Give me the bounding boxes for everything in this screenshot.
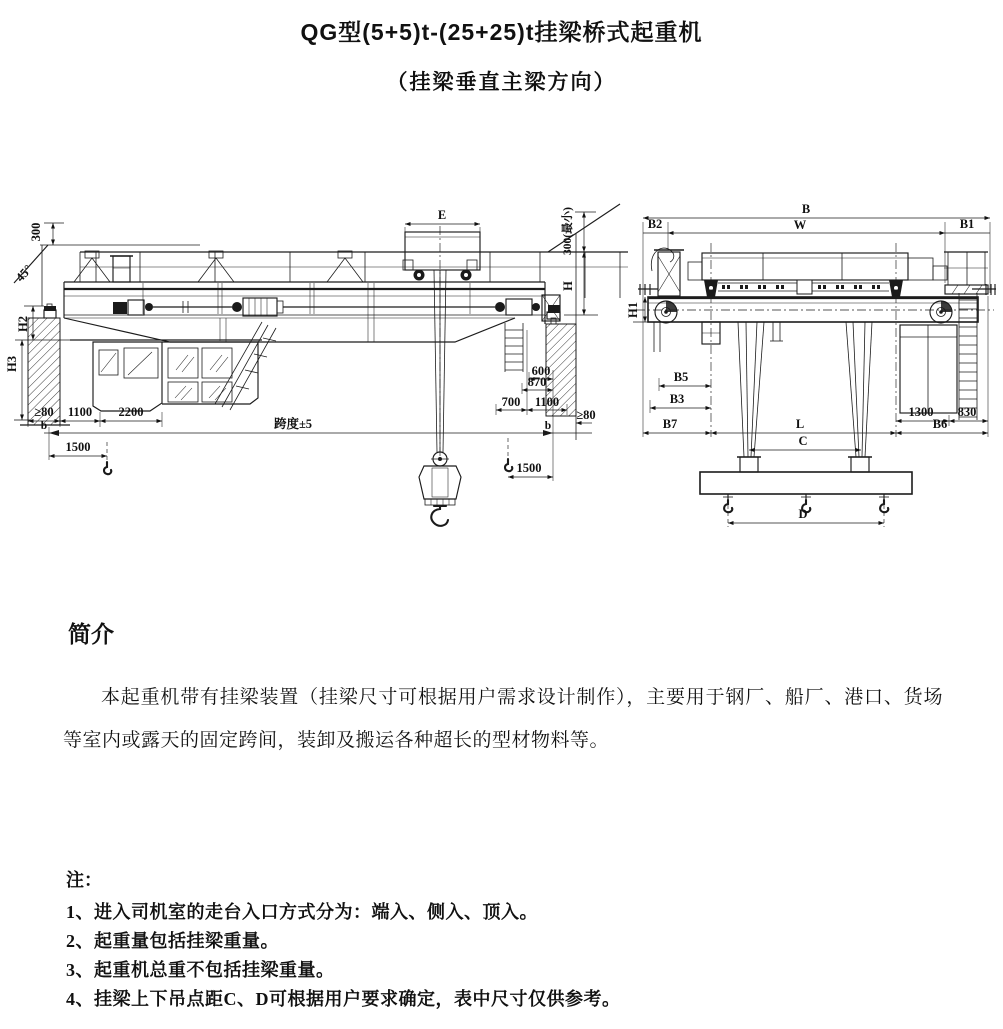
hanging-beam xyxy=(700,472,912,494)
page-subtitle: （挂梁垂直主梁方向） xyxy=(386,71,617,94)
intro-heading: 简介 xyxy=(68,621,114,647)
dim-label-b-left: b xyxy=(40,420,48,432)
dim-label-L: L xyxy=(795,417,805,431)
walkway-railing xyxy=(80,252,620,298)
dim-label-1100-left: 1100 xyxy=(67,405,93,419)
dim-label-870: 870 xyxy=(527,375,547,389)
dim-label-D: D xyxy=(798,507,808,521)
intro-body: 本起重机带有挂梁装置（挂梁尺寸可根据用户需求设计制作），主要用于钢厂、船厂、港口、货场等室内或露天的固定跨间，装卸及搬运各种超长的型材物料等。 xyxy=(63,687,943,751)
notes-section xyxy=(66,866,966,1014)
dim-label-B: B xyxy=(801,202,811,216)
dim-label-W: W xyxy=(793,218,807,232)
end-ladder xyxy=(505,323,523,372)
crane-wheels xyxy=(655,301,952,323)
dim-label-700: 700 xyxy=(501,395,521,409)
note-item-1: 1、进入司机室的走台入口方式分为：端入、侧入、顶入。 xyxy=(66,902,538,922)
dim-label-B6: B6 xyxy=(932,417,948,431)
dim-label-B7: B7 xyxy=(662,417,678,431)
dim-label-ge80-left: ≥80 xyxy=(34,405,54,419)
dim-label-h3: H3 xyxy=(5,356,19,372)
dim-label-h: H xyxy=(561,281,575,291)
front-view-drawing xyxy=(5,204,628,526)
dim-label-B2: B2 xyxy=(647,217,663,231)
trolley-front xyxy=(403,232,480,281)
driver-cab xyxy=(70,340,262,411)
dim-label-h2: H2 xyxy=(16,316,30,332)
hook-approach-mark-right xyxy=(505,459,512,471)
girder-side xyxy=(648,297,978,322)
note-item-2: 2、起重量包括挂梁重量。 xyxy=(66,931,279,951)
page-title: QG型(5+5)t-(25+25)t挂梁桥式起重机 xyxy=(300,19,703,45)
dim-label-b-right: b xyxy=(544,420,552,432)
dim-label-2200: 2200 xyxy=(118,405,144,419)
notes-heading: 注： xyxy=(66,870,102,890)
dim-label-300-min: 300(最小) xyxy=(562,207,574,255)
side-ladder xyxy=(959,293,977,420)
dim-label-span: 跨度±5 xyxy=(273,417,313,431)
main-hook-block xyxy=(419,452,461,526)
dim-label-H1: H1 xyxy=(626,302,640,318)
cab-stairs xyxy=(215,322,276,410)
dim-label-e: E xyxy=(437,208,447,222)
dim-label-1500-right: 1500 xyxy=(516,461,542,475)
dim-label-B3: B3 xyxy=(669,392,685,406)
dim-label-300-top: 300 xyxy=(29,222,43,242)
note-item-4: 4、挂梁上下吊点距C、D可根据用户要求确定，表中尺寸仅供参考。 xyxy=(66,989,621,1009)
buffers xyxy=(638,284,996,295)
dim-label-B5: B5 xyxy=(673,370,689,384)
trolley-side xyxy=(688,253,947,297)
dim-label-45deg: 45° xyxy=(12,262,36,285)
side-view-drawing xyxy=(626,202,996,527)
travel-drive-machinery xyxy=(113,295,560,321)
hoist-ropes xyxy=(434,270,446,452)
dim-label-600: 600 xyxy=(531,364,551,378)
dim-label-ge80-right: ≥80 xyxy=(576,408,596,422)
dim-label-B1: B1 xyxy=(959,217,975,231)
note-item-3: 3、起重机总重不包括挂梁重量。 xyxy=(66,960,335,980)
hook-approach-mark-left xyxy=(104,462,111,474)
dim-label-1500-left: 1500 xyxy=(65,440,91,454)
dim-label-1300: 1300 xyxy=(908,405,934,419)
dim-label-1100-right: 1100 xyxy=(534,395,560,409)
dim-label-C: C xyxy=(798,434,808,448)
dim-label-830: 830 xyxy=(957,405,977,419)
end-cabinet xyxy=(900,325,957,413)
end-platform-railing xyxy=(944,252,988,294)
